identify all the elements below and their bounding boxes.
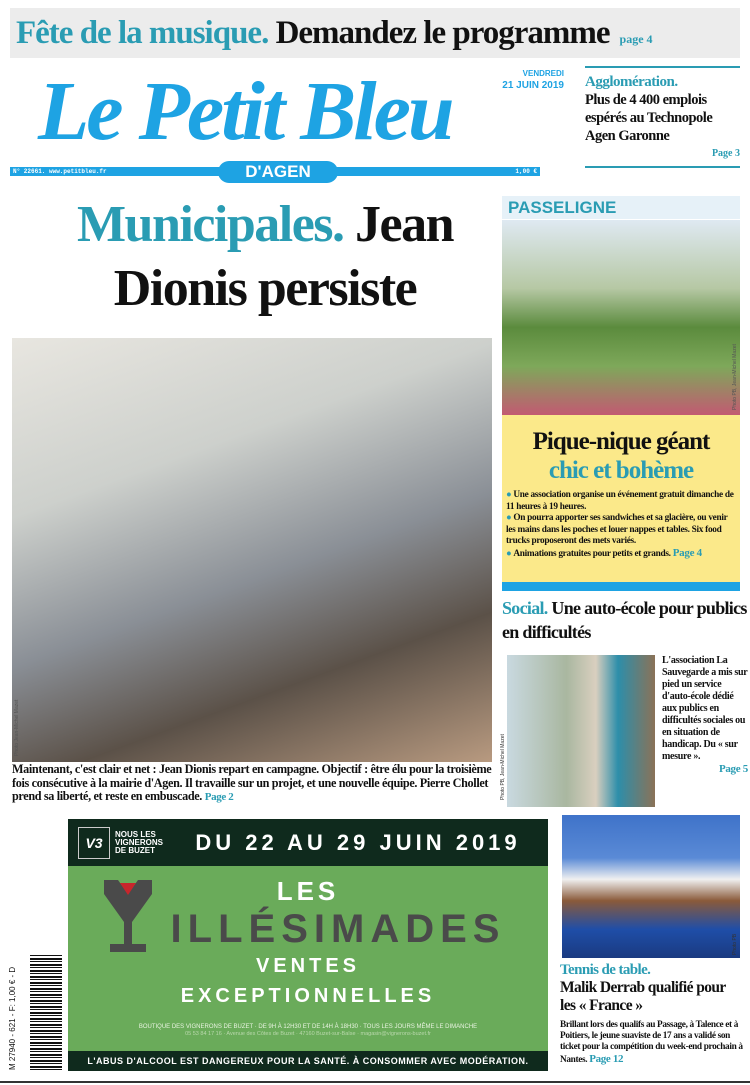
barcode-text: M 27940 - 621 - F: 1,00 € - D <box>8 966 17 1070</box>
ad-dates: DU 22 AU 29 JUIN 2019 <box>195 829 521 855</box>
ad-brand: ILLÉSIMADES <box>68 906 548 952</box>
teaser-agglomeration[interactable]: Agglomération. Plus de 4 400 emplois espérés au Technopole Agen Garonne Page 3 <box>585 66 740 168</box>
story-subtitle: chic et bohème <box>548 457 694 484</box>
barcode <box>30 955 62 1070</box>
divider <box>0 1081 750 1083</box>
teaser-text: Plus de 4 400 emplois espérés au Technopole Agen Garonne <box>585 92 713 144</box>
social-headline[interactable]: Social. Une auto-école pour publics en difficultés <box>502 598 747 642</box>
photo-credit: Photo Jean-Michel Mazet <box>14 699 20 756</box>
table-tennis-photo <box>562 815 740 958</box>
banner-title: Demandez le programme <box>275 14 610 51</box>
photo-credit: Photo PB, Jean-Michel Mazet <box>500 734 506 800</box>
lead-headline[interactable]: Municipales. Jean Dionis persiste <box>76 196 454 317</box>
story-title: Pique-nique géant <box>532 428 710 455</box>
price: 1,00 € <box>515 168 537 175</box>
social-text: L'association La Sauvegarde a mis sur pied un service d'auto-école dédié aux publics en difficultés sociales ou en situation de handicap. Du « sur mesure ». Page 5 <box>662 655 748 775</box>
story-bullets: ● Une association organise un événement gratuit dimanche de 11 heures à 19 heures. ● On pourra apporter ses sandwiches et sa glacière, ou venir les mains dans les poches et louer nappes et tables. Six food trucks proposeront des mets variés. ● Animations gratuites pour petits et grands. Page 4 <box>506 490 736 560</box>
health-warning: L'ABUS D'ALCOOL EST DANGEREUX POUR LA SANTÉ. À CONSOMMER AVEC MODÉRATION. <box>68 1051 548 1071</box>
advertisement[interactable]: V3 NOUS LES VIGNERONS DE BUZET DU 22 AU 29 JUIN 2019 LES ILLÉSIMADES VENTES EXCEPTIONNELLES BOUTIQUE DES VIGNERONS DE BUZET · DE 9H À 12H30 ET DE 14H À 18H30 · TOUS LES JOURS MÊME LE DIMANCHE 05 53 84 17 16 · Avenue des Côtes de Buzet · 47160 Buzet-sur-Baïse · magasin@vignerons-buzet.fr L'ABUS D'ALCOOL EST DANGEREUX POUR LA SANTÉ. À CONSOMMER AVEC MODÉRATION. <box>68 819 548 1071</box>
top-banner[interactable] <box>10 8 740 58</box>
wine-glass-icon <box>104 880 152 956</box>
tennis-story[interactable]: Tennis de table. Malik Derrab qualifié pour les « France » Brillant lors des qualifs au Passage, à Talence et à Poitiers, le jeune suaviste de 17 ans a validé son ticket pour la compétition du week-end prochain à Nantes. Page 12 <box>560 962 743 1065</box>
picnic-story[interactable] <box>502 415 740 582</box>
page-ref: Page 5 <box>718 763 748 775</box>
picnic-photo <box>502 220 740 415</box>
lead-caption: Maintenant, c'est clair et net : Jean Dionis repart en campagne. Objectif : être élu pour la troisième fois consécutive à la mairie d'Agen. Il travaille sur un projet, et une nouvelle équipe. Pierre Chollet prend sa liberté, et reste en embuscade. Page 2 <box>12 762 492 803</box>
page-ref: Page 2 <box>204 791 234 803</box>
page-ref: Page 3 <box>711 148 740 159</box>
banner-kicker: Fête de la musique. <box>16 14 269 51</box>
story-title: Malik Derrab qualifié pour les « France » <box>560 979 726 1014</box>
issue-date: VENDREDI 21 JUIN 2019 <box>502 69 564 91</box>
photo-credit: Photo PB, Jean-Michel Mazet <box>732 344 738 410</box>
page-ref: Page 12 <box>589 1052 624 1065</box>
divider <box>502 582 740 591</box>
vignerons-logo: V3 NOUS LES VIGNERONS DE BUZET <box>68 827 168 859</box>
masthead-logo: Le Petit Bleu <box>38 65 452 158</box>
driving-school-photo <box>507 655 655 807</box>
page-ref: Page 4 <box>672 546 702 559</box>
banner-page: page 4 <box>619 31 653 46</box>
photo-credit: Photo PB <box>732 933 738 955</box>
lead-photo <box>12 338 492 762</box>
edition-badge: D'AGEN <box>218 161 338 183</box>
issue-number: N° 22661. www.petitbleu.fr <box>13 168 107 175</box>
section-label-passeligne: PASSELIGNE <box>502 196 740 219</box>
